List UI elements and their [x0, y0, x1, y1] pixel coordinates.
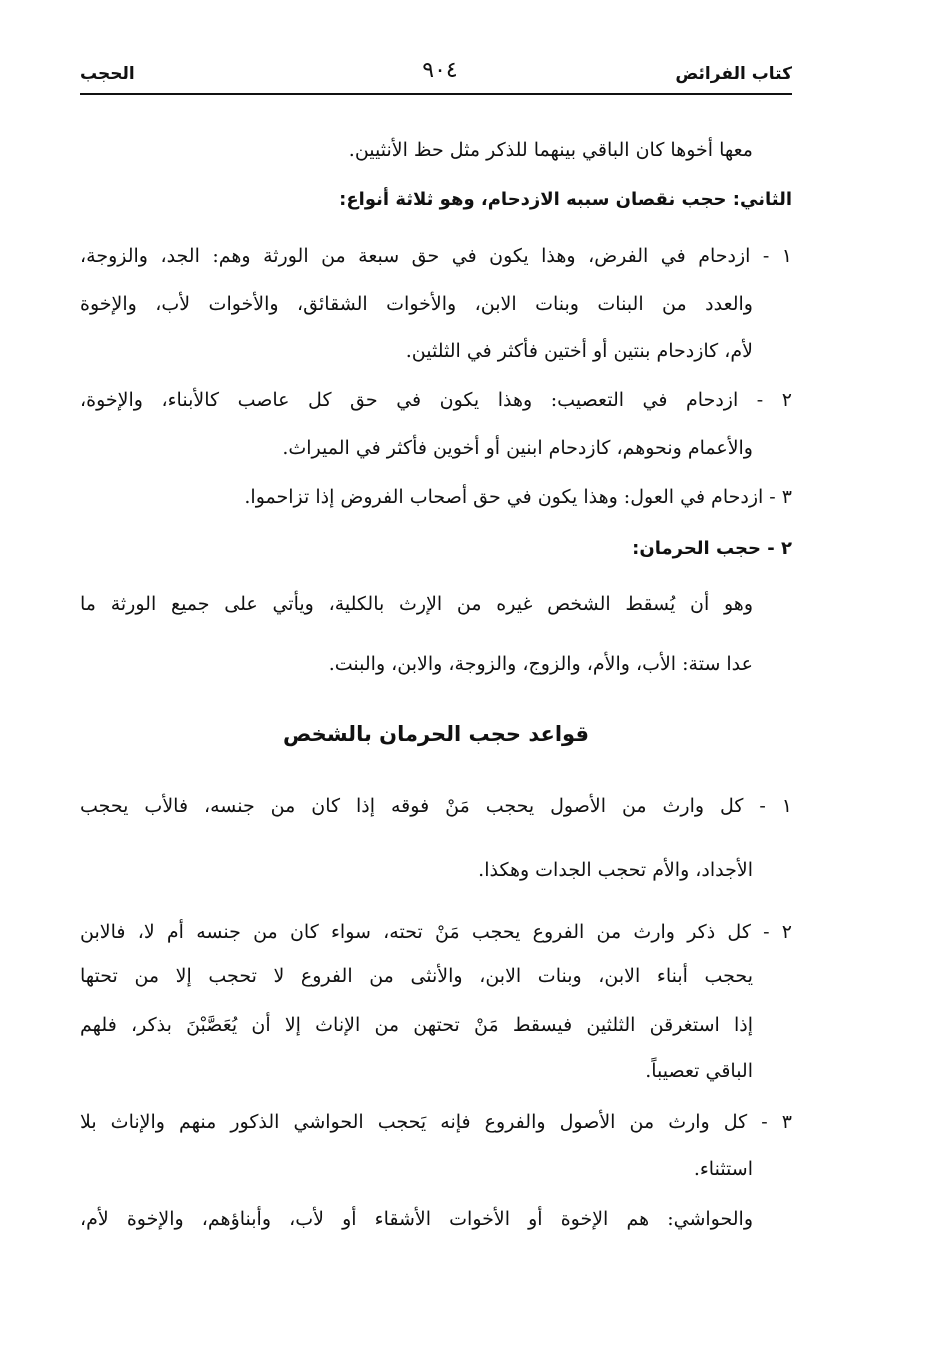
subheading-deprivation: ٢ - حجب الحرمان:: [632, 538, 792, 559]
rule-line: ١ - كل وارث من الأصول يحجب مَنْ فوقه إذا كان من جنسه، فالأب يحجب: [80, 795, 792, 817]
running-header: [80, 58, 792, 92]
book-title: كتاب الفرائض: [675, 64, 792, 84]
rule-line: يحجب أبناء الابن، وبنات الابن، والأنثى من الفروع لا تحجب إلا من تحتها: [80, 965, 753, 987]
page-number: ٩٠٤: [422, 58, 458, 83]
paragraph-line: عدا ستة: الأب، والأم، والزوج، والزوجة، والابن، والبنت.: [328, 653, 753, 675]
list-item-line: ٣ - ازدحام في العول: وهذا يكون في حق أصحاب الفروض إذا تزاحموا.: [244, 486, 792, 508]
rule-line: إذا استغرقن الثلثين فيسقط مَنْ تحتهن من الإناث إلا أن يُعَصَّبْنَ بذكر، فلهم: [80, 1014, 753, 1036]
rule-line: ٣ - كل وارث من الأصول والفروع فإنه يَحجب الحواشي الذكور منهم والإناث بلا: [80, 1111, 792, 1133]
text-line: معها أخوها كان الباقي بينهما للذكر مثل حظ الأنثيين.: [348, 139, 753, 161]
rule-line: الأجداد، والأم تحجب الجدات وهكذا.: [478, 859, 753, 881]
list-item-line: لأم، كازدحام بنتين أو أختين فأكثر في الثلثين.: [405, 340, 753, 362]
list-item-line: ٢ - ازدحام في التعصيب: وهذا يكون في حق كل عاصب كالأبناء، والإخوة،: [80, 389, 792, 411]
section-title: قواعد حجب الحرمان بالشخص: [283, 722, 589, 746]
chapter-title: الحجب: [80, 64, 135, 84]
rule-line: الباقي تعصيباً.: [645, 1060, 753, 1082]
header-rule: [80, 93, 792, 95]
list-item-line: والعدد من البنات وبنات الابن، والأخوات الشقائق، والأخوات لأب، والإخوة: [80, 293, 753, 315]
subheading-crowding: الثاني: حجب نقصان سببه الازدحام، وهو ثلاثة أنواع:: [339, 189, 792, 210]
paragraph-line: وهو أن يُسقط الشخص غيره من الإرث بالكلية، ويأتي على جميع الورثة ما: [80, 593, 753, 615]
paragraph-line: والحواشي: هم الإخوة أو الأخوات الأشقاء أو لأب، وأبناؤهم، والإخوة لأم،: [80, 1208, 753, 1230]
list-item-line: والأعمام ونحوهم، كازدحام ابنين أو أخوين فأكثر في الميراث.: [282, 437, 753, 459]
list-item-line: ١ - ازدحام في الفرض، وهذا يكون في حق سبعة من الورثة وهم: الجد، والزوجة،: [80, 245, 792, 267]
rule-line: ٢ - كل ذكر وارث من الفروع يحجب مَنْ تحته، سواء كان من جنسه أم لا، فالابن: [80, 921, 792, 943]
rule-line: استثناء.: [693, 1158, 753, 1180]
